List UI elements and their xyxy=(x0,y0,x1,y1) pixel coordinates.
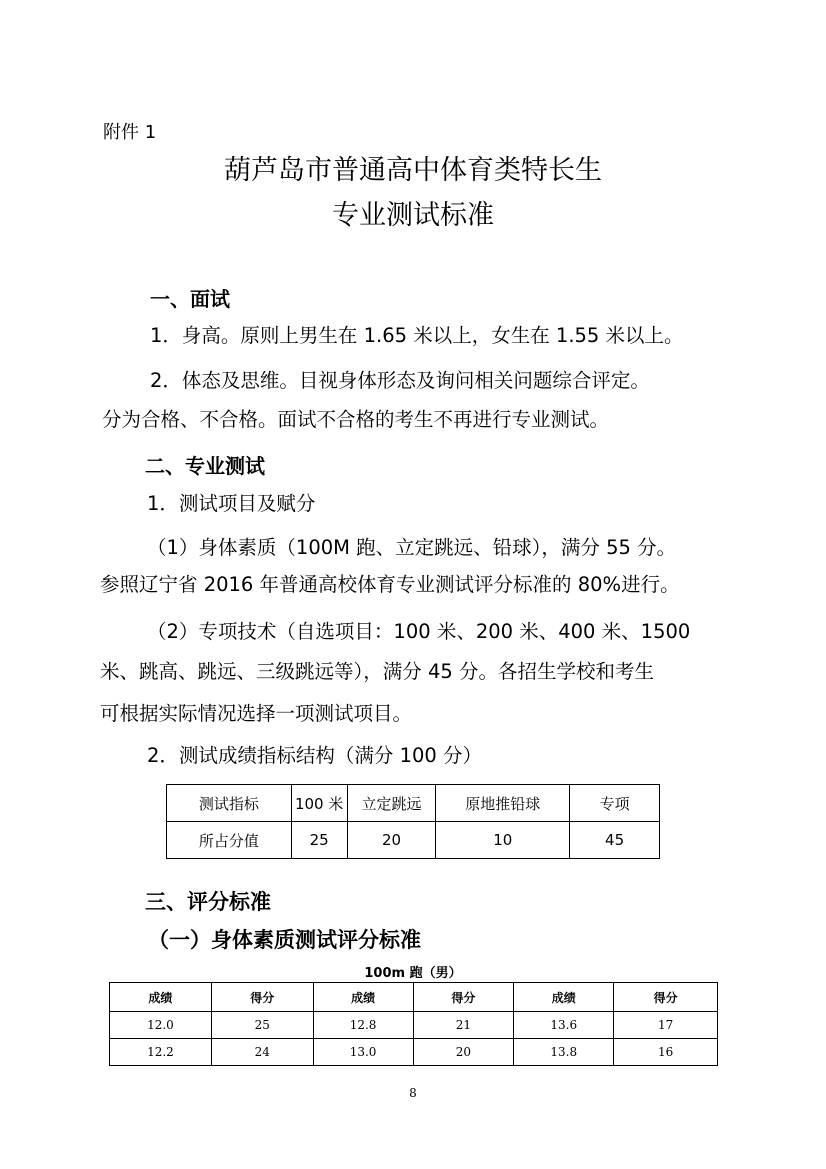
section2-heading: 二、专业测试 xyxy=(145,454,265,478)
score-table-header-cell: 专项 xyxy=(570,785,660,822)
run-table-cell: 13.6 xyxy=(514,1012,614,1039)
run-table-header-cell: 得分 xyxy=(413,983,514,1012)
run-table-cell: 21 xyxy=(413,1012,514,1039)
run-table-cell: 13.8 xyxy=(514,1039,614,1066)
run-table-cell: 17 xyxy=(614,1012,718,1039)
run-table-cell: 24 xyxy=(211,1039,313,1066)
score-table-cell: 10 xyxy=(436,822,570,859)
run-table-header-row xyxy=(110,983,718,1012)
run-table-cell: 12.0 xyxy=(110,1012,212,1039)
run-table-header-cell: 成绩 xyxy=(110,983,212,1012)
section2-item2-line1: （2）专项技术（自选项目：100 米、200 米、400 米、1500 xyxy=(147,620,691,643)
run-table-row xyxy=(110,1012,718,1039)
run-table-header-cell: 成绩 xyxy=(514,983,614,1012)
score-table-header-cell: 立定跳远 xyxy=(347,785,436,822)
score-table-header-cell: 100 米 xyxy=(291,785,347,822)
section2-item1-line2: 参照辽宁省 2016 年普通高校体育专业测试评分标准的 80%进行。 xyxy=(100,573,680,596)
section3-heading: 三、评分标准 xyxy=(145,890,271,914)
run-table-row xyxy=(110,1039,718,1066)
section1-item2-line1: 2．体态及思维。目视身体形态及询问相关问题综合评定。 xyxy=(150,369,650,392)
attachment-label: 附件 1 xyxy=(103,122,157,143)
section2-sub2: 2．测试成绩指标结构（满分 100 分） xyxy=(147,744,483,767)
run-table-cell: 12.8 xyxy=(313,1012,413,1039)
score-table-cell: 25 xyxy=(291,822,347,859)
section2-item2-line3: 可根据实际情况选择一项测试项目。 xyxy=(100,702,413,725)
score-table-cell: 20 xyxy=(347,822,436,859)
score-table-header-cell: 测试指标 xyxy=(167,785,292,822)
run-table-cell: 25 xyxy=(211,1012,313,1039)
section1-heading: 一、面试 xyxy=(150,287,230,311)
page-title-line2: 专业测试标准 xyxy=(332,200,494,231)
section3-sub1: （一）身体素质测试评分标准 xyxy=(148,928,421,952)
run-100m-male-table xyxy=(109,982,718,1066)
run-table-cell: 16 xyxy=(614,1039,718,1066)
run-table-caption: 100m 跑（男） xyxy=(364,966,462,981)
section2-sub1: 1．测试项目及赋分 xyxy=(147,492,316,515)
run-table-cell: 20 xyxy=(413,1039,514,1066)
score-table-cell: 45 xyxy=(570,822,660,859)
section1-item2-line2: 分为合格、不合格。面试不合格的考生不再进行专业测试。 xyxy=(102,408,610,431)
page-title-line1: 葫芦岛市普通高中体育类特长生 xyxy=(224,155,602,186)
score-table-header-row xyxy=(167,785,660,822)
page-number: 8 xyxy=(409,1086,417,1100)
score-table-header-cell: 原地推铅球 xyxy=(436,785,570,822)
section1-item1: 1．身高。原则上男生在 1.65 米以上，女生在 1.55 米以上。 xyxy=(150,324,684,347)
run-table-header-cell: 成绩 xyxy=(313,983,413,1012)
score-table-cell: 所占分值 xyxy=(167,822,292,859)
section2-item1-line1: （1）身体素质（100M 跑、立定跳远、铅球），满分 55 分。 xyxy=(147,536,677,559)
score-table-row xyxy=(167,822,660,859)
run-table-header-cell: 得分 xyxy=(614,983,718,1012)
run-table-cell: 13.0 xyxy=(313,1039,413,1066)
run-table-cell: 12.2 xyxy=(110,1039,212,1066)
score-structure-table xyxy=(166,784,660,859)
run-table-header-cell: 得分 xyxy=(211,983,313,1012)
section2-item2-line2: 米、跳高、跳远、三级跳远等），满分 45 分。各招生学校和考生 xyxy=(100,660,654,683)
